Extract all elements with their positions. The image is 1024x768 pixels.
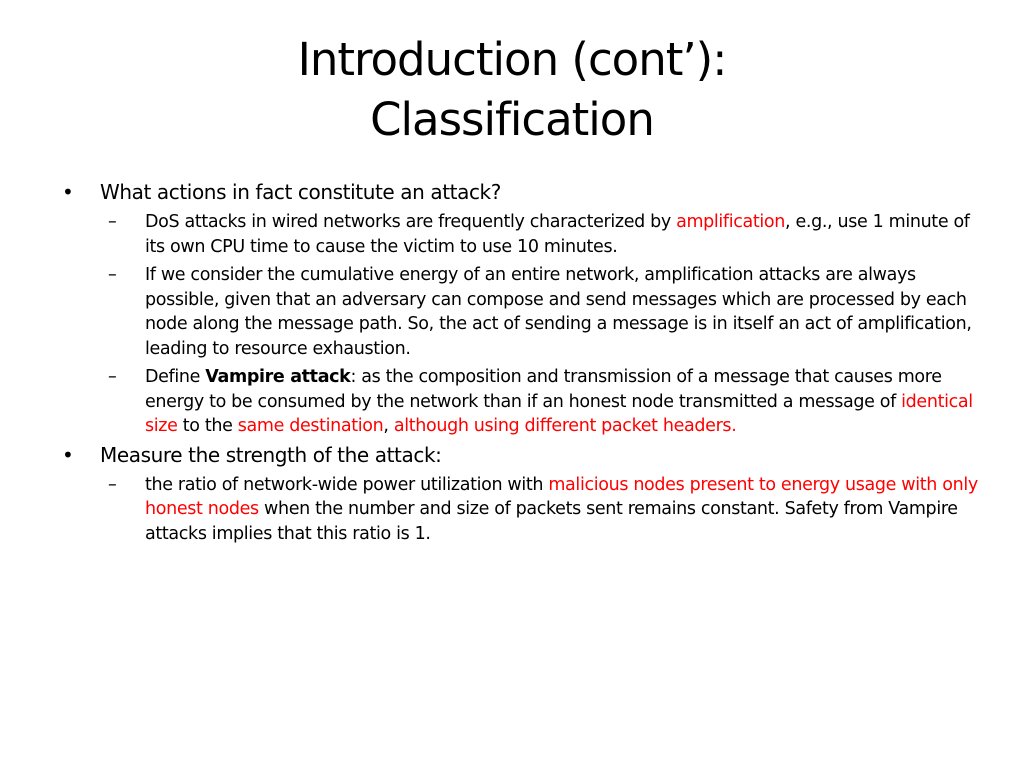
dash-icon: – <box>108 265 117 285</box>
bullet-text: Measure the strength of the attack: <box>100 442 442 467</box>
highlight-text: although using different packet headers. <box>393 416 737 436</box>
highlight-text: same destination <box>237 416 384 436</box>
slide-title-line-1: Introduction (cont’): <box>297 33 727 86</box>
sub-bullet-item <box>108 365 982 439</box>
bullet-icon: • <box>62 442 74 467</box>
sub-bullet-item <box>108 210 982 259</box>
sub-bullet-text: If we consider the cumulative energy of an entire network, amplification attacks are always possible, given that an adversary can compose and send messages which are processed by each node along the message path. So, the act of sending a message is in itself an act of amplification, leading to resource exhaustion. <box>145 265 972 359</box>
slide-title-line-2: Classification <box>370 93 654 146</box>
bullet-item <box>62 180 982 205</box>
sub-bullet-text: Define <box>145 367 206 387</box>
bullet-text: What actions in fact constitute an attack? <box>100 180 501 204</box>
sub-bullet-text: , e.g., use 1 minute of its own CPU time to cause the victim to use 10 minutes. <box>145 212 970 257</box>
bullet-group-2 <box>62 443 982 547</box>
bullet-group-1 <box>62 180 982 439</box>
sub-bullet-text: the ratio of network-wide power utilization with <box>145 474 549 495</box>
bold-term: Vampire attack <box>205 367 351 387</box>
sub-bullet-item <box>108 473 982 547</box>
sub-bullet-text: : as the composition and transmission of a message that causes more energy to be consumed by the network than if an honest node transmitted a message of <box>145 367 942 412</box>
dash-icon: – <box>108 474 117 495</box>
highlight-text: amplification <box>676 212 786 232</box>
sub-bullet-text: when the number and size of packets sent remains constant. Safety from Vampire attacks implies that this ratio is 1. <box>145 499 958 544</box>
sub-bullet-list <box>62 210 982 439</box>
slide-body <box>62 180 982 550</box>
dash-icon: – <box>108 367 117 387</box>
bullet-item <box>62 443 982 468</box>
dash-icon: – <box>108 212 117 232</box>
slide-title <box>0 30 1024 150</box>
highlight-text: malicious nodes present to energy usage with only honest nodes <box>145 474 978 519</box>
highlight-text: identical size <box>145 391 973 436</box>
sub-bullet-list <box>62 473 982 547</box>
sub-bullet-text: DoS attacks in wired networks are frequently characterized by <box>145 212 677 232</box>
sub-bullet-text: , <box>383 416 394 436</box>
bullet-icon: • <box>62 180 74 204</box>
sub-bullet-text: to the <box>177 416 238 436</box>
sub-bullet-item <box>108 263 982 361</box>
